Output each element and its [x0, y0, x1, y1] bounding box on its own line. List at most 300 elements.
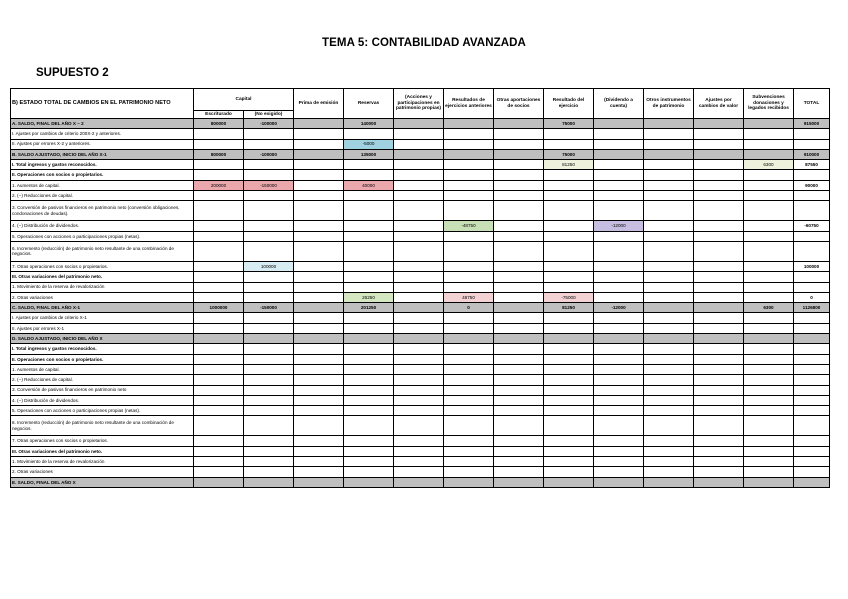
table-cell: 87550 — [794, 160, 830, 170]
table-cell — [694, 201, 744, 221]
table-cell — [544, 477, 594, 487]
table-cell — [644, 129, 694, 139]
table-cell: 48750 — [444, 292, 494, 302]
table-cell — [294, 231, 344, 241]
row-label: 1. Movimiento de la reserva de revalorización — [11, 282, 194, 292]
row-label: 7. Otras operaciones con socios o propietarios. — [11, 436, 194, 446]
table-cell — [244, 292, 294, 302]
table-cell — [644, 457, 694, 467]
table-cell — [494, 406, 544, 416]
table-cell — [794, 364, 830, 374]
table-cell — [244, 406, 294, 416]
table-cell — [194, 201, 244, 221]
table-cell — [494, 241, 544, 261]
table-cell — [244, 385, 294, 395]
table-cell — [544, 282, 594, 292]
table-cell — [794, 467, 830, 477]
table-cell — [194, 457, 244, 467]
table-cell — [744, 364, 794, 374]
row-label: I. Ajustes por cambios de criterio 200X-2 y anteriores. — [11, 129, 194, 139]
table-cell — [594, 231, 644, 241]
table-cell — [544, 385, 594, 395]
table-cell — [394, 160, 444, 170]
table-cell — [544, 201, 594, 221]
row-label: I. Total ingresos y gastos reconocidos. — [11, 344, 194, 354]
row-label: 1. Aumentos de capital. — [11, 364, 194, 374]
table-cell — [644, 436, 694, 446]
table-cell — [194, 364, 244, 374]
table-cell — [244, 241, 294, 261]
table-cell — [494, 272, 544, 282]
table-cell — [294, 221, 344, 231]
table-cell — [544, 457, 594, 467]
table-cell — [344, 323, 394, 333]
table-cell: 1126800 — [794, 303, 830, 313]
table-cell — [594, 416, 644, 436]
table-cell — [294, 149, 344, 159]
table-cell — [744, 241, 794, 261]
table-row — [11, 129, 830, 139]
table-cell — [394, 191, 444, 201]
table-cell — [294, 457, 344, 467]
table-cell — [244, 221, 294, 231]
table-cell — [444, 261, 494, 271]
table-cell — [444, 446, 494, 456]
col-header: (Acciones y participaciones en patrimonio propias) — [394, 89, 444, 119]
page-title: TEMA 5: CONTABILIDAD AVANZADA — [322, 37, 526, 49]
table-cell — [494, 160, 544, 170]
table-cell — [744, 129, 794, 139]
table-cell — [444, 323, 494, 333]
table-row — [11, 272, 830, 282]
table-cell — [294, 261, 344, 271]
table-cell: -5000 — [344, 139, 394, 149]
table-cell — [594, 170, 644, 180]
table-cell: 200000 — [194, 180, 244, 190]
table-cell — [394, 241, 444, 261]
table-cell — [444, 416, 494, 436]
table-cell — [394, 313, 444, 323]
row-label: 3. Conversión de pasivos financieros en patrimonio neto — [11, 385, 194, 395]
row-label: D. SALDO AJUSTADO, INICIO DEL AÑO X — [11, 334, 194, 344]
table-cell — [194, 272, 244, 282]
table-cell — [244, 272, 294, 282]
table-cell — [394, 446, 444, 456]
table-cell — [394, 139, 444, 149]
table-cell — [794, 231, 830, 241]
table-cell — [694, 323, 744, 333]
table-cell — [694, 354, 744, 364]
table-cell — [344, 191, 394, 201]
table-cell — [394, 375, 444, 385]
table-cell — [544, 221, 594, 231]
table-cell — [394, 180, 444, 190]
table-cell — [194, 292, 244, 302]
table-cell — [344, 261, 394, 271]
table-cell — [594, 313, 644, 323]
table-cell — [394, 201, 444, 221]
table-cell — [444, 282, 494, 292]
table-cell — [194, 323, 244, 333]
table-cell — [744, 149, 794, 159]
table-row — [11, 241, 830, 261]
table-cell — [444, 334, 494, 344]
table-cell — [194, 241, 244, 261]
table-cell — [794, 272, 830, 282]
col-header: Otros instrumentos de patrimonio — [644, 89, 694, 119]
table-cell — [294, 292, 344, 302]
table-cell — [194, 477, 244, 487]
table-cell — [744, 180, 794, 190]
table-cell — [694, 129, 744, 139]
table-cell — [194, 436, 244, 446]
table-cell — [644, 119, 694, 129]
table-cell — [294, 344, 344, 354]
table-cell — [444, 119, 494, 129]
table-cell — [494, 436, 544, 446]
table-cell — [594, 323, 644, 333]
table-cell — [494, 221, 544, 231]
table-cell — [594, 292, 644, 302]
table-cell — [594, 241, 644, 261]
table-cell — [394, 119, 444, 129]
table-section-row — [11, 149, 830, 159]
table-cell — [244, 231, 294, 241]
table-cell — [644, 272, 694, 282]
table-cell — [394, 149, 444, 159]
table-cell — [294, 467, 344, 477]
table-cell — [344, 457, 394, 467]
table-cell — [494, 334, 544, 344]
col-header: Resultados de ejercicios anteriores — [444, 89, 494, 119]
table-cell — [644, 282, 694, 292]
table-cell — [244, 477, 294, 487]
table-cell — [594, 180, 644, 190]
table-cell — [694, 395, 744, 405]
table-cell — [294, 354, 344, 364]
table-cell — [394, 436, 444, 446]
table-row — [11, 436, 830, 446]
table-cell — [444, 395, 494, 405]
table-cell — [694, 303, 744, 313]
table-cell — [644, 191, 694, 201]
table-cell — [194, 375, 244, 385]
table-cell — [294, 477, 344, 487]
table-cell — [494, 282, 544, 292]
table-cell — [644, 160, 694, 170]
table-cell — [594, 436, 644, 446]
table-cell — [544, 406, 594, 416]
table-cell — [394, 221, 444, 231]
table-cell: 26250 — [344, 292, 394, 302]
table-cell — [444, 231, 494, 241]
table-cell: 40000 — [344, 180, 394, 190]
table-cell — [694, 457, 744, 467]
table-row — [11, 344, 830, 354]
table-cell — [744, 292, 794, 302]
row-label: II. Operaciones con socios o propietarios. — [11, 170, 194, 180]
table-cell — [394, 457, 444, 467]
table-cell — [344, 334, 394, 344]
table-cell — [494, 292, 544, 302]
table-cell — [494, 364, 544, 374]
table-cell — [394, 129, 444, 139]
table-cell — [544, 467, 594, 477]
table-cell — [394, 323, 444, 333]
table-cell — [594, 191, 644, 201]
table-cell — [394, 354, 444, 364]
capital-header: Capital — [194, 89, 294, 111]
table-cell — [294, 416, 344, 436]
table-cell — [244, 313, 294, 323]
table-cell — [344, 129, 394, 139]
table-cell — [594, 354, 644, 364]
table-cell — [694, 221, 744, 231]
table-cell — [194, 160, 244, 170]
table-cell — [394, 292, 444, 302]
table-cell — [594, 385, 644, 395]
table-body — [11, 119, 830, 488]
col-header: Resultado del ejercicio — [544, 89, 594, 119]
table-cell — [794, 129, 830, 139]
table-cell — [744, 261, 794, 271]
table-cell: -12000 — [594, 303, 644, 313]
table-cell — [544, 364, 594, 374]
table-cell — [594, 344, 644, 354]
table-cell — [494, 170, 544, 180]
table-cell — [244, 344, 294, 354]
table-row — [11, 261, 830, 271]
table-row — [11, 292, 830, 302]
table-cell — [344, 282, 394, 292]
table-cell: 81250 — [544, 160, 594, 170]
table-cell — [294, 129, 344, 139]
table-row — [11, 191, 830, 201]
table-cell — [594, 129, 644, 139]
row-label: C. SALDO, FINAL DEL AÑO X-1 — [11, 303, 194, 313]
table-cell — [694, 119, 744, 129]
table-cell — [794, 416, 830, 436]
row-label: 4. (−) Distribución de dividendos. — [11, 395, 194, 405]
table-cell: 75000 — [544, 149, 594, 159]
table-cell — [194, 354, 244, 364]
table-cell — [594, 334, 644, 344]
table-cell — [244, 436, 294, 446]
table-cell — [544, 191, 594, 201]
table-cell — [744, 467, 794, 477]
table-cell — [494, 201, 544, 221]
table-cell — [494, 416, 544, 436]
table-cell — [644, 241, 694, 261]
table-cell — [194, 170, 244, 180]
table-cell — [694, 139, 744, 149]
table-cell — [544, 354, 594, 364]
table-cell — [644, 303, 694, 313]
table-cell — [394, 385, 444, 395]
table-cell — [494, 313, 544, 323]
table-cell — [694, 416, 744, 436]
table-cell — [644, 467, 694, 477]
table-cell — [494, 323, 544, 333]
table-cell — [294, 201, 344, 221]
table-row — [11, 457, 830, 467]
table-cell — [244, 457, 294, 467]
table-cell — [794, 344, 830, 354]
table-cell — [644, 354, 694, 364]
table-row — [11, 282, 830, 292]
table-cell — [494, 231, 544, 241]
table-cell — [294, 170, 344, 180]
table-cell — [594, 201, 644, 221]
table-cell — [194, 416, 244, 436]
table-cell — [744, 282, 794, 292]
table-cell — [694, 385, 744, 395]
table-cell — [194, 282, 244, 292]
row-label: A. SALDO, FINAL DEL AÑO X – 2 — [11, 119, 194, 129]
table-cell — [494, 457, 544, 467]
table-cell: 135000 — [344, 149, 394, 159]
table-cell — [644, 292, 694, 302]
table-cell — [544, 446, 594, 456]
col-header: Otras aportaciones de socios — [494, 89, 544, 119]
table-row — [11, 354, 830, 364]
table-cell — [644, 385, 694, 395]
table-cell — [344, 221, 394, 231]
table-cell — [194, 221, 244, 231]
table-cell: 6300 — [744, 303, 794, 313]
table-cell — [294, 323, 344, 333]
table-cell — [744, 477, 794, 487]
table-cell — [694, 180, 744, 190]
table-cell — [744, 406, 794, 416]
table-cell — [444, 139, 494, 149]
table-cell — [544, 129, 594, 139]
table-cell — [744, 354, 794, 364]
table-cell — [294, 334, 344, 344]
table-cell — [194, 467, 244, 477]
table-row — [11, 395, 830, 405]
table-cell — [244, 446, 294, 456]
table-cell — [694, 282, 744, 292]
table-cell — [544, 170, 594, 180]
subheader-no-exigido: (No exigido) — [244, 111, 294, 119]
table-cell — [744, 139, 794, 149]
table-cell — [694, 149, 744, 159]
table-cell — [694, 160, 744, 170]
table-cell — [194, 385, 244, 395]
table-cell — [694, 477, 744, 487]
table-cell — [794, 354, 830, 364]
row-label: 4. (−) Distribución de dividendos. — [11, 221, 194, 231]
table-cell — [594, 261, 644, 271]
table-cell — [694, 292, 744, 302]
table-cell — [794, 334, 830, 344]
table-cell — [244, 160, 294, 170]
table-cell — [644, 334, 694, 344]
table-cell — [344, 344, 394, 354]
table-cell — [244, 139, 294, 149]
table-cell — [794, 436, 830, 446]
table-cell — [794, 282, 830, 292]
table-cell — [594, 282, 644, 292]
table-cell: 140000 — [344, 119, 394, 129]
table-cell — [644, 231, 694, 241]
table-cell: -48750 — [444, 221, 494, 231]
table-cell — [794, 395, 830, 405]
table-cell — [644, 477, 694, 487]
table-row — [11, 201, 830, 221]
table-cell — [444, 354, 494, 364]
col-header: Subvenciones donaciones y legados recibidos — [744, 89, 794, 119]
table-cell — [494, 303, 544, 313]
table-cell — [494, 191, 544, 201]
table-cell — [794, 313, 830, 323]
table-cell — [744, 416, 794, 436]
table-cell — [744, 385, 794, 395]
table-cell — [644, 180, 694, 190]
table-cell — [544, 139, 594, 149]
table-cell — [444, 313, 494, 323]
table-cell — [294, 303, 344, 313]
table-row — [11, 364, 830, 374]
table-cell — [344, 375, 394, 385]
table-cell — [294, 395, 344, 405]
table-cell — [594, 406, 644, 416]
table-row — [11, 385, 830, 395]
table-cell — [644, 170, 694, 180]
table-cell — [794, 241, 830, 261]
table-cell — [394, 261, 444, 271]
table-cell — [444, 170, 494, 180]
table-header — [11, 89, 830, 119]
table-cell — [294, 180, 344, 190]
table-cell: 800000 — [194, 149, 244, 159]
table-cell — [794, 446, 830, 456]
table-cell — [194, 406, 244, 416]
table-cell — [644, 221, 694, 231]
table-cell — [444, 129, 494, 139]
row-label: 2. Otras variaciones — [11, 292, 194, 302]
table-cell — [394, 477, 444, 487]
table-cell: -60750 — [794, 221, 830, 231]
table-cell — [694, 170, 744, 180]
table-cell — [694, 231, 744, 241]
table-cell: 100000 — [244, 261, 294, 271]
table-cell — [744, 395, 794, 405]
table-cell — [194, 261, 244, 271]
table-row — [11, 406, 830, 416]
table-cell — [444, 241, 494, 261]
table-cell — [494, 385, 544, 395]
row-label: 3. Conversión de pasivos financieros en patrimonio neto (conversión obligaciones, condonaciones de deudas). — [11, 201, 194, 221]
table-cell — [244, 282, 294, 292]
table-cell — [344, 446, 394, 456]
table-cell — [344, 231, 394, 241]
table-cell — [494, 467, 544, 477]
table-cell — [594, 364, 644, 374]
table-cell — [794, 201, 830, 221]
table-section-row — [11, 334, 830, 344]
table-cell — [494, 149, 544, 159]
table-cell — [544, 344, 594, 354]
table-cell — [644, 406, 694, 416]
table-cell — [644, 344, 694, 354]
table-cell — [594, 457, 644, 467]
table-cell — [794, 477, 830, 487]
table-cell — [244, 191, 294, 201]
table-cell — [194, 129, 244, 139]
table-cell — [194, 313, 244, 323]
